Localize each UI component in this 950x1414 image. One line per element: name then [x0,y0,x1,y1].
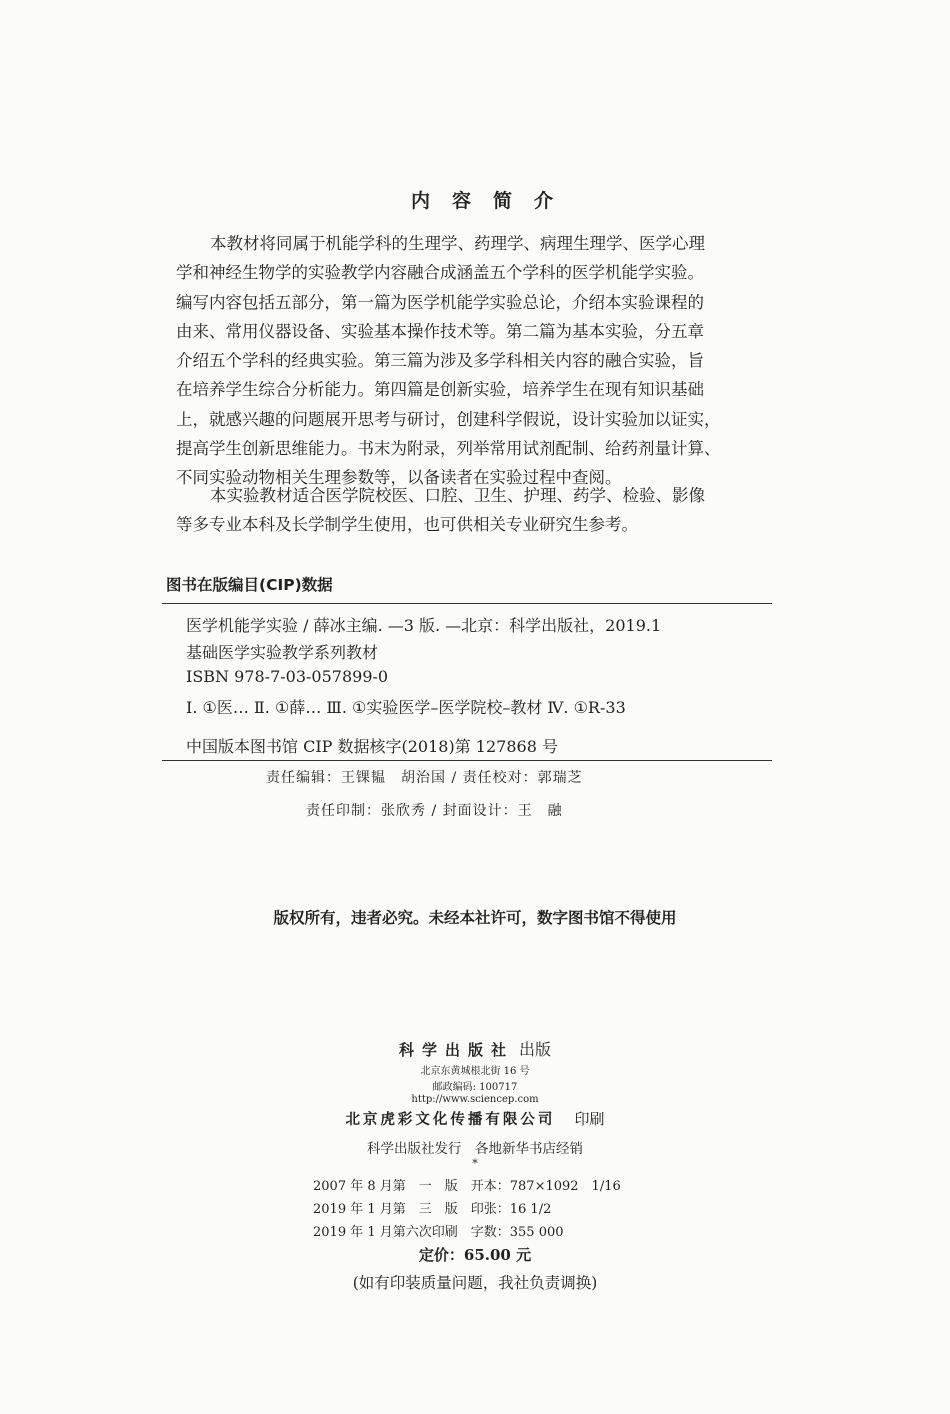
text-line: 在培养学生综合分析能力。第四篇是创新实验，培养学生在现有知识基础 [176,380,704,400]
publisher-name: 科学出版社 [398,1041,514,1059]
text-line: 上，就感兴趣的问题展开思考与研讨，创建科学假说，设计实验加以证实， [176,409,721,429]
text-line: 由来、常用仪器设备、实验基本操作技术等。第二篇为基本实验，分五章 [176,321,704,341]
summary-title: 内容简介 [410,190,575,212]
edition-line-1: 2007 年 8 月第 一 版 开本：787×1092 1/16 [313,1179,621,1194]
separator-star: * [472,1157,478,1170]
text-line: 等多专业本科及长学制学生使用，也可供相关专业研究生参考。 [176,515,638,535]
text-line: 本教材将同属于机能学科的生理学、药理学、病理生理学、医学心理 [210,234,705,253]
credits-production: 责任印制：张欣秀 / 封面设计：王 融 [306,803,563,819]
quality-note: (如有印装质量问题，我社负责调换) [352,1274,598,1292]
publisher-website: http://www.sciencep.com [411,1094,539,1105]
cip-top-rule [162,603,772,604]
cip-line-isbn: ISBN 978-7-03-057899-0 [186,667,389,686]
printer-line [0,1108,950,1129]
publish-label: 出版 [519,1040,552,1059]
print-label: 印刷 [574,1110,605,1128]
publisher-line [0,1037,950,1060]
cip-heading: 图书在版编目(CIP)数据 [166,576,333,594]
cip-line-record: 中国版本图书馆 CIP 数据核字(2018)第 127868 号 [186,737,558,756]
printer-name: 北京虎彩文化传播有限公司 [345,1111,556,1128]
text-line: 提高学生创新思维能力。书末为附录，列举常用试剂配制、给药剂量计算、 [176,439,721,459]
edition-line-3: 2019 年 1 月第六次印刷 字数：355 000 [313,1225,564,1240]
cip-line-classification: Ⅰ. ①医… Ⅱ. ①薛… Ⅲ. ①实验医学–医学院校–教材 Ⅳ. ①R-33 [186,698,626,717]
text-line: 学和神经生物学的实验教学内容融合成涵盖五个学科的医学机能学实验。 [176,263,704,283]
publisher-address: 北京东黄城根北街 16 号 [420,1066,530,1077]
price: 定价：65.00 元 [418,1246,532,1264]
text-line: 编写内容包括五部分，第一篇为医学机能学实验总论，介绍本实验课程的 [176,292,704,312]
summary-paragraph-2 [176,481,766,540]
summary-paragraph-1 [176,229,766,493]
text-line: 本实验教材适合医学院校医、口腔、卫生、护理、药学、检验、影像 [210,486,705,505]
distribution-line: 科学出版社发行 各地新华书店经销 [367,1141,583,1157]
publisher-postcode: 邮政编码: 100717 [432,1082,518,1093]
text-line: 介绍五个学科的经典实验。第三篇为涉及多学科相关内容的融合实验，旨 [176,351,704,371]
cip-bottom-rule [162,760,772,761]
edition-line-2: 2019 年 1 月第 三 版 印张：16 1/2 [313,1202,552,1217]
credits-editors: 责任编辑：王锞韫 胡治国 / 责任校对：郭瑞芝 [266,770,583,786]
copyright-notice: 版权所有，违者必究。未经本社许可，数字图书馆不得使用 [273,909,677,927]
cip-line-series: 基础医学实验教学系列教材 [186,643,379,662]
cip-line-title: 医学机能学实验 / 薛冰主编. —3 版. —北京：科学出版社，2019.1 [186,616,662,635]
text-line: 不同实验动物相关生理参数等，以备读者在实验过程中查阅。 [176,468,622,488]
